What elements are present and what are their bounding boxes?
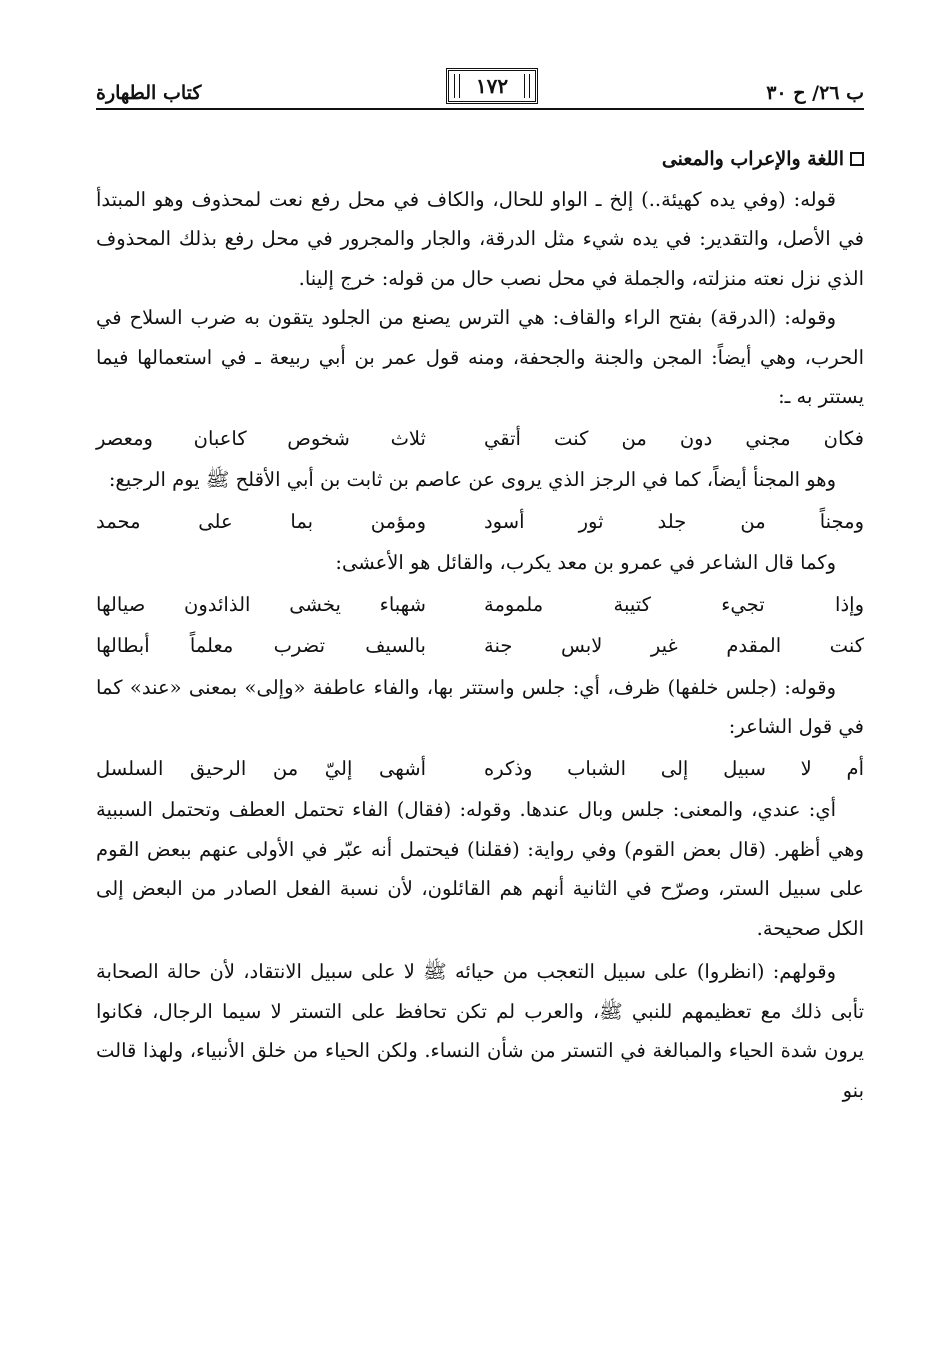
verse-hemistich: ومؤمن بما على محمد xyxy=(96,509,426,533)
verse-hemistich: فكان مجني دون من كنت أتقي xyxy=(484,426,864,450)
square-bullet-icon xyxy=(850,152,864,166)
main-text xyxy=(96,140,864,1110)
paragraph-4: وكما قال الشاعر في عمرو بن معد يكرب، والقائل هو الأعشى: xyxy=(335,551,836,574)
paragraph-2: وقوله: (الدرقة) بفتح الراء والقاف: هي الترس يصنع من الجلود يتقون به ضرب السلاح في الحرب، وهي أيضاً: المجن والجنة والجحفة، ومنه قول عمر بن أبي ربيعة ـ في استعمالها فيما يستتر به ـ: xyxy=(96,306,864,408)
verse-hemistich: شهباء يخشى الذائدون صيالها xyxy=(96,592,426,616)
verse-4 xyxy=(96,626,864,666)
paragraph-5: وقوله: (جلس خلفها) ظرف، أي: جلس واستتر بها، والفاء عاطفة «وإلى» بمعنى «عند» كما في قول الشاعر: xyxy=(96,675,864,738)
reference-label: ب ٢٦/ ح ٣٠ xyxy=(766,82,864,104)
verse-hemistich: ثلاث شخوص كاعبان ومعصر xyxy=(96,426,426,450)
paragraph-7: وقولهم: (انظروا) على سبيل التعجب من حيائه ﷺ لا على سبيل الانتقاد، لأن حالة الصحابة تأبى ذلك مع تعظيمهم للنبي ﷺ، والعرب لم تكن تحافظ على التستر لا سيما الرجال، فكانوا يرون شدة الحياء والمبالغة في التستر من شأن النساء. ولكن الحياء من خلق الأنبياء، ولهذا قالت بنو xyxy=(96,960,864,1102)
verse-hemistich: أم لا سبيل إلى الشباب وذكره xyxy=(484,756,864,780)
book-title: كتاب الطهارة xyxy=(96,82,202,104)
verse-1 xyxy=(96,419,864,459)
running-header xyxy=(96,68,864,112)
section-title xyxy=(96,140,864,180)
verse-hemistich: بالسيف تضرب معلماً أبطالها xyxy=(96,634,426,657)
paragraph-1: قوله: (وفي يده كهيئة..) إلخ ـ الواو للحال، والكاف في محل رفع نعت لمحذوف وهو المبتدأ في الأصل، والتقدير: في يده شيء مثل الدرقة، والجار والمجرور في محل رفع بذلك المحذوف الذي نزل نعته منزلته، والجملة في محل نصب حال من قوله: خرج إلينا. xyxy=(96,187,864,290)
paragraph-6: أي: عندي، والمعنى: جلس وبال عندها. وقوله: (فقال) الفاء تحتمل العطف وتحتمل السببية وهي أظهر. (قال بعض القوم) وفي رواية: (فقلنا) فيحتمل أنه عبّر في الأولى عنهم ببعض القوم على سبيل الستر، وصرّح في الثانية أنهم هم القائلون، لأن نسبة الفعل الصادر من البعض إلى الكل صحيحة. xyxy=(96,798,864,940)
verse-5 xyxy=(96,749,864,789)
header-divider xyxy=(96,108,864,110)
verse-2 xyxy=(96,502,864,542)
verse-3 xyxy=(96,585,864,625)
section-title-text: اللغة والإعراب والمعنى xyxy=(661,148,844,170)
page-number: ١٧٢ xyxy=(446,68,538,104)
paragraph-3: وهو المجنأ أيضاً، كما في الرجز الذي يروى عن عاصم بن ثابت بن أبي الأقلح ﷺ يوم الرجيع: xyxy=(108,468,836,491)
verse-hemistich: وإذا تجيء كتيبة ملمومة xyxy=(484,592,864,616)
verse-hemistich: أشهى إليّ من الرحيق السلسل xyxy=(96,756,426,780)
verse-hemistich: ومجناً من جلد ثور أسود xyxy=(484,509,864,533)
verse-hemistich: كنت المقدم غير لابس جنة xyxy=(484,634,864,657)
